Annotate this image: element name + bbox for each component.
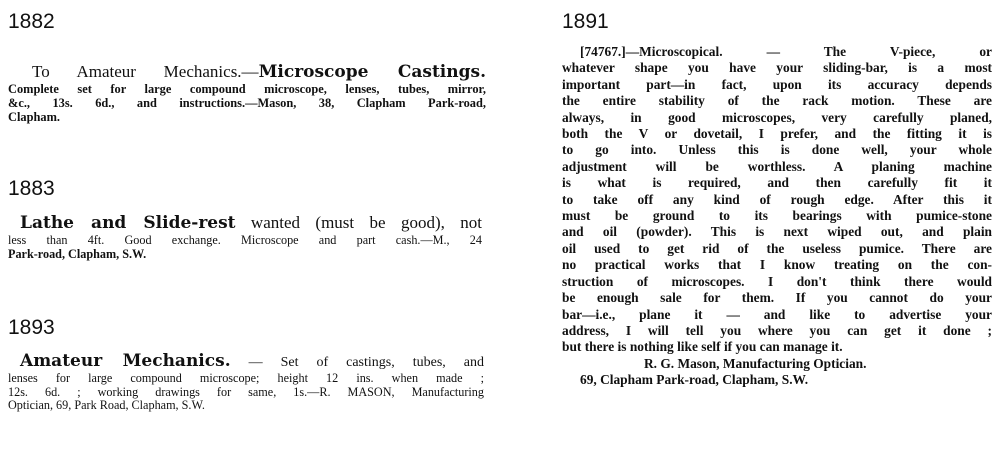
clipping-1882-lead: To Amateur Mechanics.—: [32, 62, 259, 81]
clipping-1883-lead-rest: wanted (must be good), not: [235, 213, 482, 232]
clipping-1893-last-line: Optician, 69, Park Road, Clapham, S.W.: [8, 398, 205, 412]
clipping-1882-line: &c., 13s. 6d., and instructions.—Mason, 38, Clapham Park-road,: [8, 96, 486, 110]
clipping-1891: [562, 44, 992, 389]
clipping-1891-line: always, in good microscopes, very carefully planed,: [562, 109, 992, 125]
clipping-1883-last-line: Park-road, Clapham, S.W.: [8, 247, 147, 261]
clipping-1891-line: no practical works that I know treating on the con-: [562, 257, 992, 273]
clipping-1891-line: to go into. Unless this is done well, your whole: [562, 142, 992, 158]
clipping-1882-headline-line: [8, 62, 486, 82]
clipping-1891-line: both the V or dovetail, I prefer, and the fitting it is: [562, 126, 992, 142]
year-heading-1891: 1891: [562, 10, 609, 33]
clipping-1891-last-line: but there is nothing like self if you can manage it.: [562, 339, 843, 355]
clipping-1893-line: 12s. 6d. ; working drawings for same, 1s.—R. MASON, Manufacturing: [8, 384, 484, 399]
clipping-1893-line: lenses for large compound microscope; height 12 ins. when made ;: [8, 371, 484, 385]
clipping-1891-address: 69, Clapham Park-road, Clapham, S.W.: [580, 372, 809, 388]
clipping-1883-headline: Lathe and Slide-rest: [20, 213, 236, 233]
clipping-1891-line: whatever shape you have your sliding-bar, is a most: [562, 60, 992, 76]
clipping-1893: [8, 352, 484, 413]
year-heading-1893: 1893: [8, 316, 55, 339]
clipping-1891-line: bar—i.e., plane it — and like to advertise your: [562, 306, 992, 322]
clipping-1891-line: the entire stability of the rack motion. These are: [562, 93, 992, 109]
clipping-1891-signature: R. G. Mason, Manufacturing Optician.: [644, 355, 867, 371]
clipping-1883-headline-line: [8, 213, 482, 233]
clipping-1891-line: is what is required, and then carefully fit it: [562, 175, 992, 191]
clipping-1891-line: oil used to get rid of the useless pumice. There are: [562, 240, 992, 256]
clipping-1893-headline-line: [8, 352, 484, 372]
clipping-1891-line: and oil (powder). This is next wiped out, and plain: [562, 224, 992, 240]
clipping-1891-line: be enough sale for them. If you cannot do your: [562, 290, 992, 306]
clipping-1891-line: must be ground to its bearings with pumice-stone: [562, 208, 992, 224]
clipping-1893-lead-rest: — Set of castings, tubes, and: [230, 355, 484, 370]
clipping-1883-line: less than 4ft. Good exchange. Microscope and part cash.—M., 24: [8, 233, 482, 247]
clipping-1891-line: address, I will tell you where you can get it done ;: [562, 322, 992, 338]
clipping-1891-line: important part—in fact, upon its accuracy depends: [562, 76, 992, 92]
clipping-1882-last-line: Clapham.: [8, 110, 60, 124]
year-heading-1883: 1883: [8, 177, 55, 200]
clipping-1893-headline: Amateur Mechanics.: [20, 351, 231, 371]
clipping-1882-headline: Microscope Castings.: [258, 62, 486, 82]
clipping-1891-line: adjustment will be worthless. A planing machine: [562, 158, 992, 174]
clipping-1883: [8, 213, 482, 261]
clipping-1891-line: to take off any kind of rough edge. After this it: [562, 191, 992, 207]
clipping-1882: [8, 62, 486, 124]
clipping-1891-line: struction of microscopes. I don't think there would: [562, 273, 992, 289]
clipping-1891-line: [74767.]—Microscopical. — The V-piece, or: [580, 44, 992, 59]
year-heading-1882: 1882: [8, 10, 55, 33]
clipping-1882-line: Complete set for large compound microscope, lenses, tubes, mirror,: [8, 82, 486, 96]
